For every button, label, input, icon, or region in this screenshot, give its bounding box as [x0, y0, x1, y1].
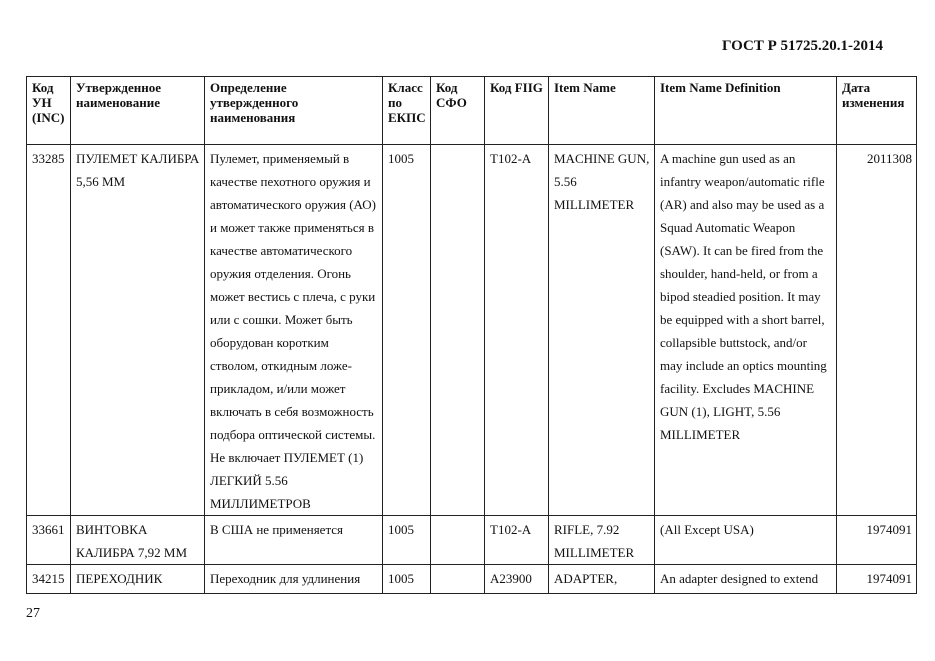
- nomenclature-table: [26, 76, 917, 594]
- column-header-class: Класс по ЕКПС: [383, 77, 431, 145]
- cell-inc: 33661: [27, 516, 71, 565]
- cell-change-date: 2011308: [837, 145, 917, 516]
- cell-sfo: [431, 516, 485, 565]
- column-header-fiig: Код FIIG: [485, 77, 549, 145]
- column-header-item-definition: Item Name Definition: [655, 77, 837, 145]
- cell-definition: Пулемет, применяемый в качестве пехотного оружия и автоматического оружия (АО) и может также применяться в качестве автоматического оружия отделения. Огонь может вестись с плеча, с руки или с сошки. Может быть оборудован коротким стволом, откидным ложе-прикладом, и/или может включать в себя возможность подбора оптической системы. Не включает ПУЛЕМЕТ (1) ЛЕГКИЙ 5.56 МИЛЛИМЕТРОВ: [205, 145, 383, 516]
- cell-approved-name: ПУЛЕМЕТ КАЛИБРА 5,56 ММ: [71, 145, 205, 516]
- cell-inc: 34215: [27, 565, 71, 594]
- table-header-row: [27, 77, 917, 145]
- cell-fiig: T102-A: [485, 145, 549, 516]
- table-row: [27, 145, 917, 516]
- cell-item-name: RIFLE, 7.92 MILLIMETER: [549, 516, 655, 565]
- cell-item-name: ADAPTER,: [549, 565, 655, 594]
- column-header-sfo: Код СФО: [431, 77, 485, 145]
- cell-sfo: [431, 565, 485, 594]
- cell-approved-name: ПЕРЕХОДНИК: [71, 565, 205, 594]
- cell-class: 1005: [383, 565, 431, 594]
- cell-change-date: 1974091: [837, 565, 917, 594]
- cell-class: 1005: [383, 145, 431, 516]
- cell-item-definition: A machine gun used as an infantry weapon/automatic rifle (AR) and also may be used as a Squad Automatic Weapon (SAW). It can be fired from the shoulder, hand-held, or from a bipod steadied position. It may be equipped with a short barrel, collapsible buttstock, and/or may include an optics mounting facility. Excludes MACHINE GUN (1), LIGHT, 5.56 MILLIMETER: [655, 145, 837, 516]
- table-row: [27, 565, 917, 594]
- column-header-definition: Определение утвержденного наименования: [205, 77, 383, 145]
- cell-fiig: A23900: [485, 565, 549, 594]
- page-number: 27: [26, 606, 40, 621]
- cell-sfo: [431, 145, 485, 516]
- cell-item-name: MACHINE GUN, 5.56 MILLIMETER: [549, 145, 655, 516]
- cell-class: 1005: [383, 516, 431, 565]
- cell-change-date: 1974091: [837, 516, 917, 565]
- column-header-inc: Код УН (INC): [27, 77, 71, 145]
- cell-definition: Переходник для удлинения: [205, 565, 383, 594]
- column-header-approved-name: Утвержденное наименование: [71, 77, 205, 145]
- cell-approved-name: ВИНТОВКА КАЛИБРА 7,92 ММ: [71, 516, 205, 565]
- cell-inc: 33285: [27, 145, 71, 516]
- cell-item-definition: (All Except USA): [655, 516, 837, 565]
- cell-fiig: T102-A: [485, 516, 549, 565]
- column-header-change-date: Дата изменения: [837, 77, 917, 145]
- cell-item-definition: An adapter designed to extend: [655, 565, 837, 594]
- document-code: ГОСТ Р 51725.20.1-2014: [722, 38, 884, 54]
- table-row: [27, 516, 917, 565]
- cell-definition: В США не применяется: [205, 516, 383, 565]
- column-header-item-name: Item Name: [549, 77, 655, 145]
